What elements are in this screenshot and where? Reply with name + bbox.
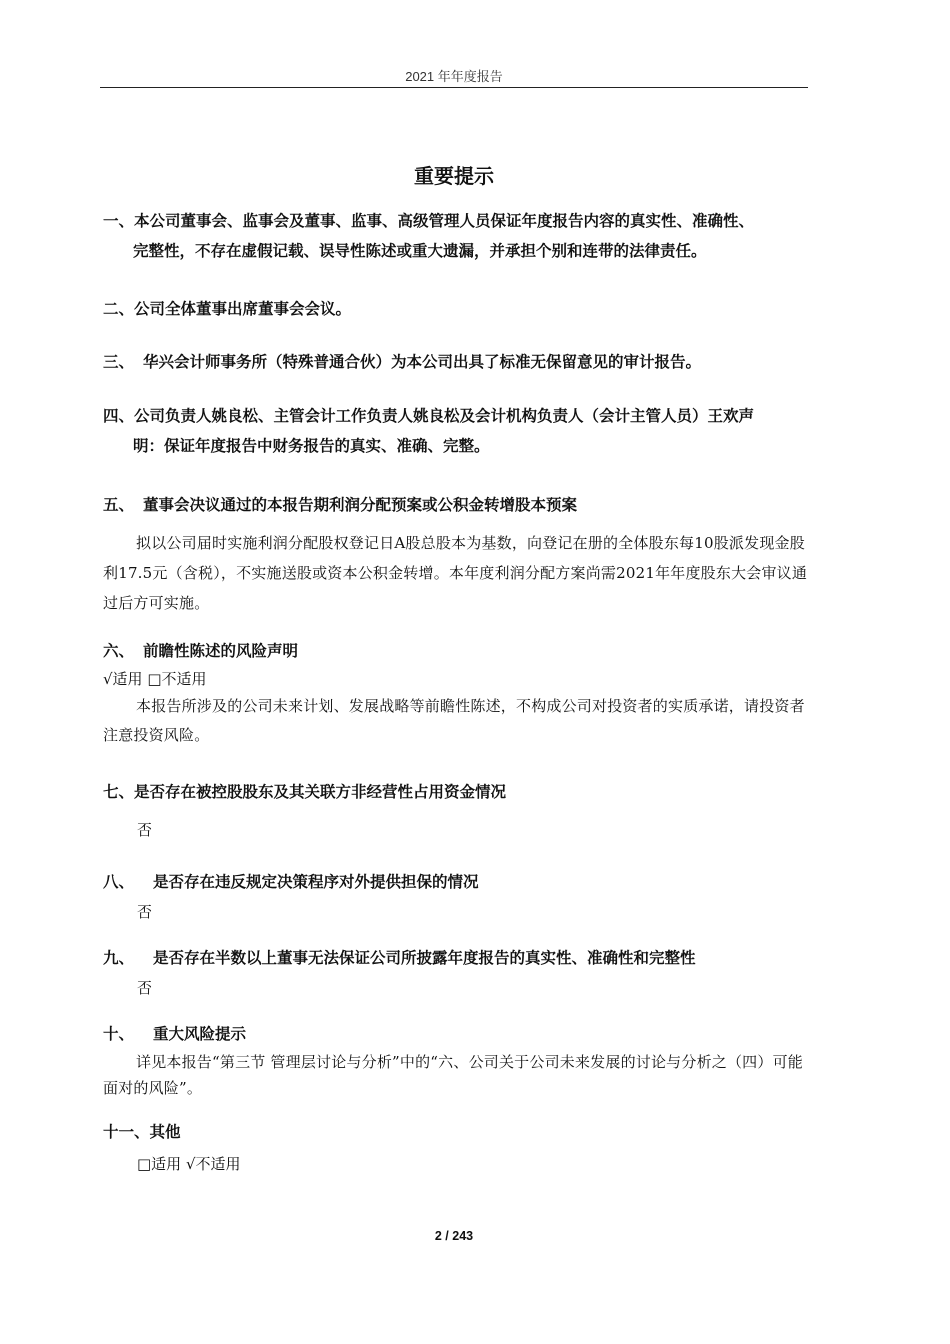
item-9-answer: 否 <box>137 979 153 997</box>
item-5-body: 拟以公司届时实施利润分配股权登记日A股总股本为基数，向登记在册的全体股东每10股派发现金股利17.5元（含税），不实施送股或资本公积金转增。本年度利润分配方案尚需2021年年度股东大会审议通过后方可实施。 <box>103 534 808 612</box>
item-4-cont: 明：保证年度报告中财务报告的真实、准确、完整。 <box>133 437 490 455</box>
item-8-num: 八、 <box>103 873 135 891</box>
item-7-text: 是否存在被控股股东及其关联方非经营性占用资金情况 <box>134 783 507 801</box>
item-8-text: 是否存在违反规定决策程序对外提供担保的情况 <box>153 873 479 891</box>
item-1-text: 本公司董事会、监事会及董事、监事、高级管理人员保证年度报告内容的真实性、准确性、 <box>134 212 755 230</box>
item-2-num: 二、 <box>103 300 135 318</box>
item-11-text: 其他 <box>149 1123 181 1141</box>
item-9-num: 九、 <box>103 949 135 967</box>
item-1 <box>103 206 813 266</box>
item-6-text: 前瞻性陈述的风险声明 <box>143 642 299 660</box>
item-7-answer: 否 <box>137 821 153 839</box>
item-7-num: 七、 <box>103 783 135 801</box>
item-2 <box>103 294 813 324</box>
item-6-option: √适用 □不适用 <box>103 670 207 688</box>
item-10-body: 详见本报告“第三节 管理层讨论与分析”中的“六、公司关于公司未来发展的讨论与分析之（四）可能面对的风险”。 <box>103 1053 803 1097</box>
item-3 <box>103 347 813 377</box>
item-5 <box>103 490 813 618</box>
item-4 <box>103 401 813 461</box>
item-6-body: 本报告所涉及的公司未来计划、发展战略等前瞻性陈述，不构成公司对投资者的实质承诺，请投资者注意投资风险。 <box>103 697 805 744</box>
item-10-num: 十、 <box>103 1025 135 1043</box>
item-5-num: 五、 <box>103 496 135 514</box>
item-8 <box>103 867 813 927</box>
header-rule <box>100 87 808 88</box>
item-5-text: 董事会决议通过的本报告期利润分配预案或公积金转增股本预案 <box>143 496 578 514</box>
item-3-text: 华兴会计师事务所（特殊普通合伙）为本公司出具了标准无保留意见的审计报告。 <box>143 353 702 371</box>
item-3-num: 三、 <box>103 353 135 371</box>
item-4-num: 四、 <box>103 407 135 425</box>
item-11 <box>103 1117 813 1177</box>
item-1-num: 一、 <box>103 212 135 230</box>
item-2-text: 公司全体董事出席董事会会议。 <box>134 300 352 318</box>
item-9 <box>103 943 813 1003</box>
item-6 <box>103 636 813 750</box>
item-9-text: 是否存在半数以上董事无法保证公司所披露年度报告的真实性、准确性和完整性 <box>153 949 696 967</box>
item-11-option: □适用 √不适用 <box>137 1155 241 1173</box>
item-1-cont: 完整性，不存在虚假记载、误导性陈述或重大遗漏，并承担个别和连带的法律责任。 <box>133 242 707 260</box>
item-8-answer: 否 <box>137 903 153 921</box>
item-4-text: 公司负责人姚良松、主管会计工作负责人姚良松及会计机构负责人（会计主管人员）王欢声 <box>134 407 755 425</box>
page-header: 2021 年年度报告 <box>405 69 503 84</box>
item-10 <box>103 1019 813 1101</box>
doc-title: 重要提示 <box>414 164 494 188</box>
item-11-num: 十一、 <box>103 1123 150 1141</box>
item-6-num: 六、 <box>103 642 135 660</box>
page-number: 2 / 243 <box>434 1229 474 1243</box>
item-7 <box>103 777 813 845</box>
item-10-text: 重大风险提示 <box>153 1025 247 1043</box>
